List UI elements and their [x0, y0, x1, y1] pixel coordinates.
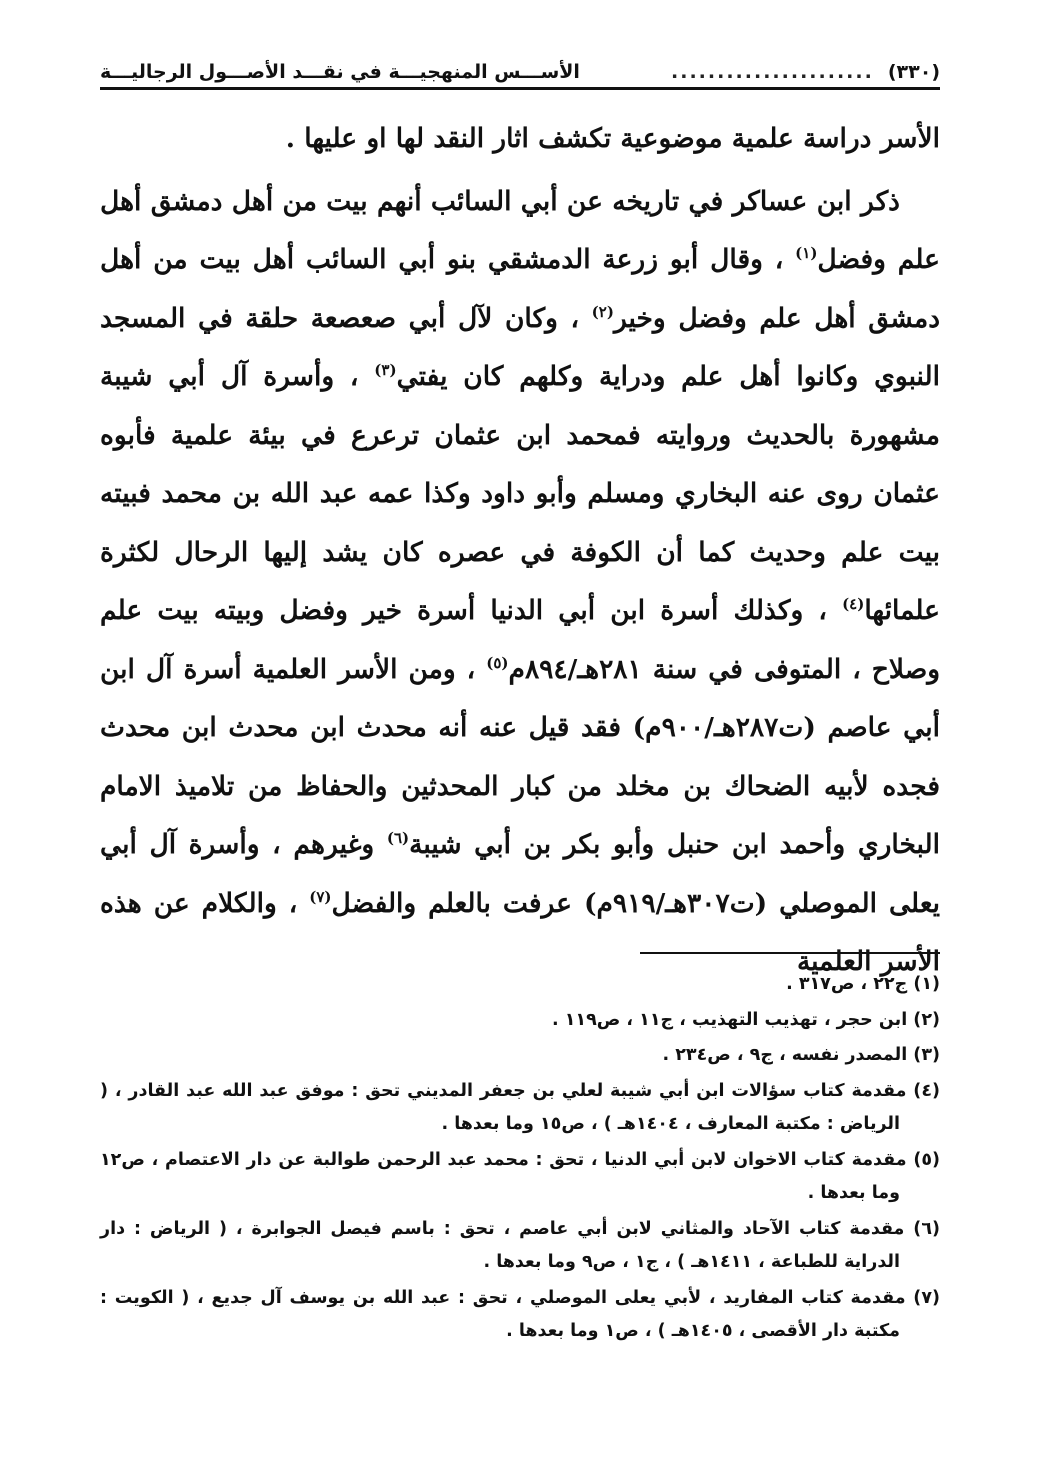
footnote-ref-3[interactable]: (٣): [374, 361, 397, 380]
paragraph-2-text: وغيرهم ، وأسرة آل أبي يعلى الموصلي (ت٣٠٧هـ/٩١٩م) عرفت بالعلم والفضل: [100, 829, 940, 919]
footnote-7: (٧) مقدمة كتاب المفاريد ، لأبي يعلى الموصلي ، تحق : عبد الله بن يوسف آل جديع ، ( الكويت : مكتبة دار الأقصى ، ١٤٠٥هـ ) ، ص١ وما بعدها .: [100, 1287, 940, 1341]
paragraph-2-text: ذكر ابن عساكر في تاريخه عن أبي السائب أنهم بيت من أهل دمشق أهل علم وفضل: [100, 185, 940, 275]
footnote-ref-2[interactable]: (٢): [591, 302, 614, 321]
footnote-1: (١) ج٢٢ ، ص٣١٧ .: [786, 974, 940, 994]
footnote-separator: [640, 952, 940, 954]
page-number: (٣٣٠): [887, 61, 940, 83]
footnote-ref-4[interactable]: (٤): [842, 595, 865, 614]
footnote-5: (٥) مقدمة كتاب الاخوان لابن أبي الدنيا ، تحق : محمد عبد الرحمن طوالبة عن دار الاعتصام ، ص١٢ وما بعدها .: [100, 1149, 940, 1203]
footnote-ref-5[interactable]: (٥): [486, 653, 509, 672]
footnote-ref-6[interactable]: (٦): [386, 829, 410, 848]
book-title: الأســـس المنهجيـــة في نقـــد الأصـــول الرجاليـــة: [100, 61, 580, 83]
footnote-3: (٣) المصدر نفسه ، ج٩ ، ص٢٣٤ .: [662, 1045, 940, 1065]
paragraph-2: [100, 173, 940, 992]
paragraph-2-text: ، والكلام عن هذه الأسر العلمية: [100, 887, 940, 977]
header-leader-dots: ......................: [671, 61, 874, 83]
paragraph-2-text: ، ومن الأسر العلمية أسرة آل ابن أبي عاصم (ت٢٨٧هـ/٩٠٠م) فقد قيل عنه أنه محدث ابن محدث ابن محدث فجده لأبيه الضحاك بن مخلد من كبار المحدثين والحفاظ من تلاميذ الامام البخاري وأحمد ابن حنبل وأبو بكر بن أبي شيبة: [100, 653, 940, 860]
paragraph-1: الأسر دراسة علمية موضوعية تكشف اثار النقد لها او عليها .: [285, 123, 940, 154]
footnote-6: (٦) مقدمة كتاب الآحاد والمثاني لابن أبي عاصم ، تحق : باسم فيصل الجوابرة ، ( الرياض : دار الدراية للطباعة ، ١٤١١هـ ) ، ج١ ، ص٩ وما بعدها .: [100, 1218, 940, 1272]
paragraph-2-text: ، وقال أبو زرعة الدمشقي بنو أبي السائب أهل بيت من أهل دمشق أهل علم وفضل وخير: [100, 244, 940, 334]
footnotes: [100, 968, 940, 1351]
paragraph-2-text: ، وكذلك أسرة ابن أبي الدنيا أسرة خير وفضل وبيته بيت علم وصلاح ، المتوفى في سنة ٢٨١هـ/٨٩٤م: [100, 595, 940, 685]
main-text: [100, 110, 940, 992]
footnote-2: (٢) ابن حجر ، تهذيب التهذيب ، ج١١ ، ص١١٩ .: [551, 1009, 940, 1030]
footnote-ref-1[interactable]: (١): [795, 244, 818, 263]
paragraph-2-text: ، وكان لآل أبي صعصعة حلقة في المسجد النبوي وكانوا أهل علم ودراية وكلهم كان يفتي: [100, 302, 940, 392]
footnote-4: (٤) مقدمة كتاب سؤالات ابن أبي شيبة لعلي بن جعفر المديني تحق : موفق عبد الله عبد القادر ، ( الرياض : مكتبة المعارف ، ١٤٠٤هـ ) ، ص١٥ وما بعدها .: [100, 1080, 940, 1134]
paragraph-2-text: ، وأسرة آل أبي شيبة مشهورة بالحديث وروايته فمحمد ابن عثمان ترعرع في بيئة علمية فأبوه عثمان روى عنه البخاري ومسلم وأبو داود وكذا عمه عبد الله بن محمد فبيته بيت علم وحديث كما أن الكوفة في عصره كان يشد إليها الرحال لكثرة علمائها: [100, 361, 940, 626]
running-header: [100, 50, 940, 90]
footnote-ref-7[interactable]: (٧): [309, 887, 332, 906]
